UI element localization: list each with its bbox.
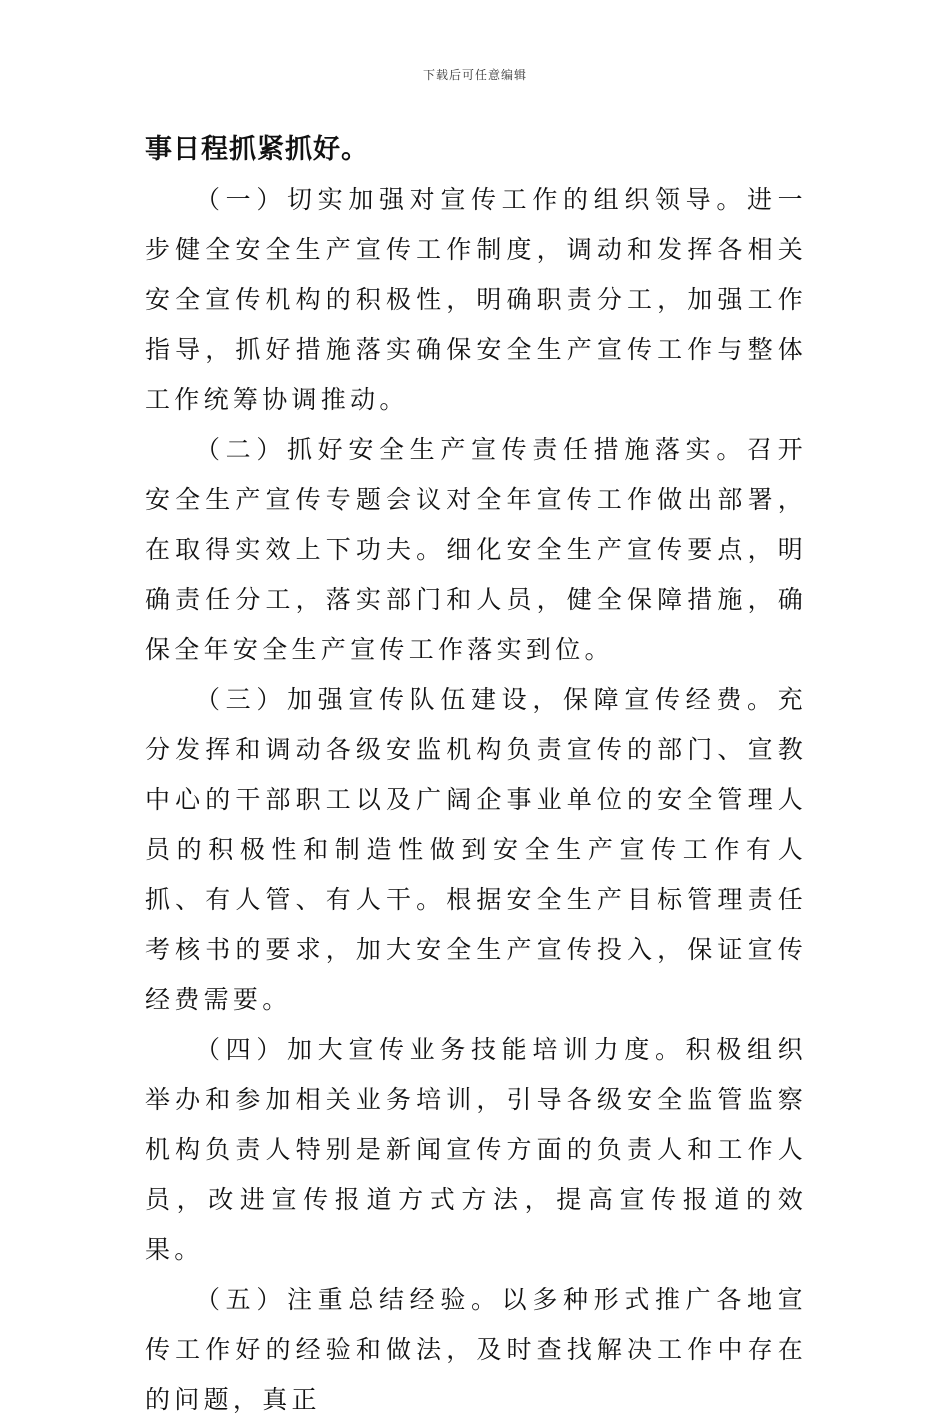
header-note: 下载后可任意编辑 bbox=[422, 68, 527, 82]
paragraph-4: （四）加大宣传业务技能培训力度。积极组织举办和参加相关业务培训，引导各级安全监管监察机构负责人特别是新闻宣传方面的负责人和工作人员，改进宣传报道方式方法，提高宣传报道的效果。 bbox=[145, 1035, 807, 1264]
paragraph-2: （二）抓好安全生产宣传责任措施落实。召开安全生产宣传专题会议对全年宣传工作做出部署，在取得实效上下功夫。细化安全生产宣传要点，明确责任分工，落实部门和人员，健全保障措施，确保全年安全生产宣传工作落实到位。 bbox=[145, 435, 807, 664]
paragraph-3: （三）加强宣传队伍建设，保障宣传经费。充分发挥和调动各级安监机构负责宣传的部门、宣教中心的干部职工以及广阔企事业单位的安全管理人员的积极性和制造性做到安全生产宣传工作有人抓、有人管、有人干。根据安全生产目标管理责任考核书的要求，加大安全生产宣传投入，保证宣传经费需要。 bbox=[145, 685, 807, 1014]
lead-line: 事日程抓紧抓好。 bbox=[145, 134, 369, 165]
paragraph-5: （五）注重总结经验。以多种形式推广各地宣传工作好的经验和做法，及时查找解决工作中存在的问题，真正 bbox=[145, 1285, 807, 1414]
paragraph-1: （一）切实加强对宣传工作的组织领导。进一步健全安全生产宣传工作制度，调动和发挥各相关安全宣传机构的积极性，明确职责分工，加强工作指导，抓好措施落实确保安全生产宣传工作与整体工作统筹协调推动。 bbox=[145, 185, 807, 414]
document-body bbox=[145, 125, 807, 1425]
